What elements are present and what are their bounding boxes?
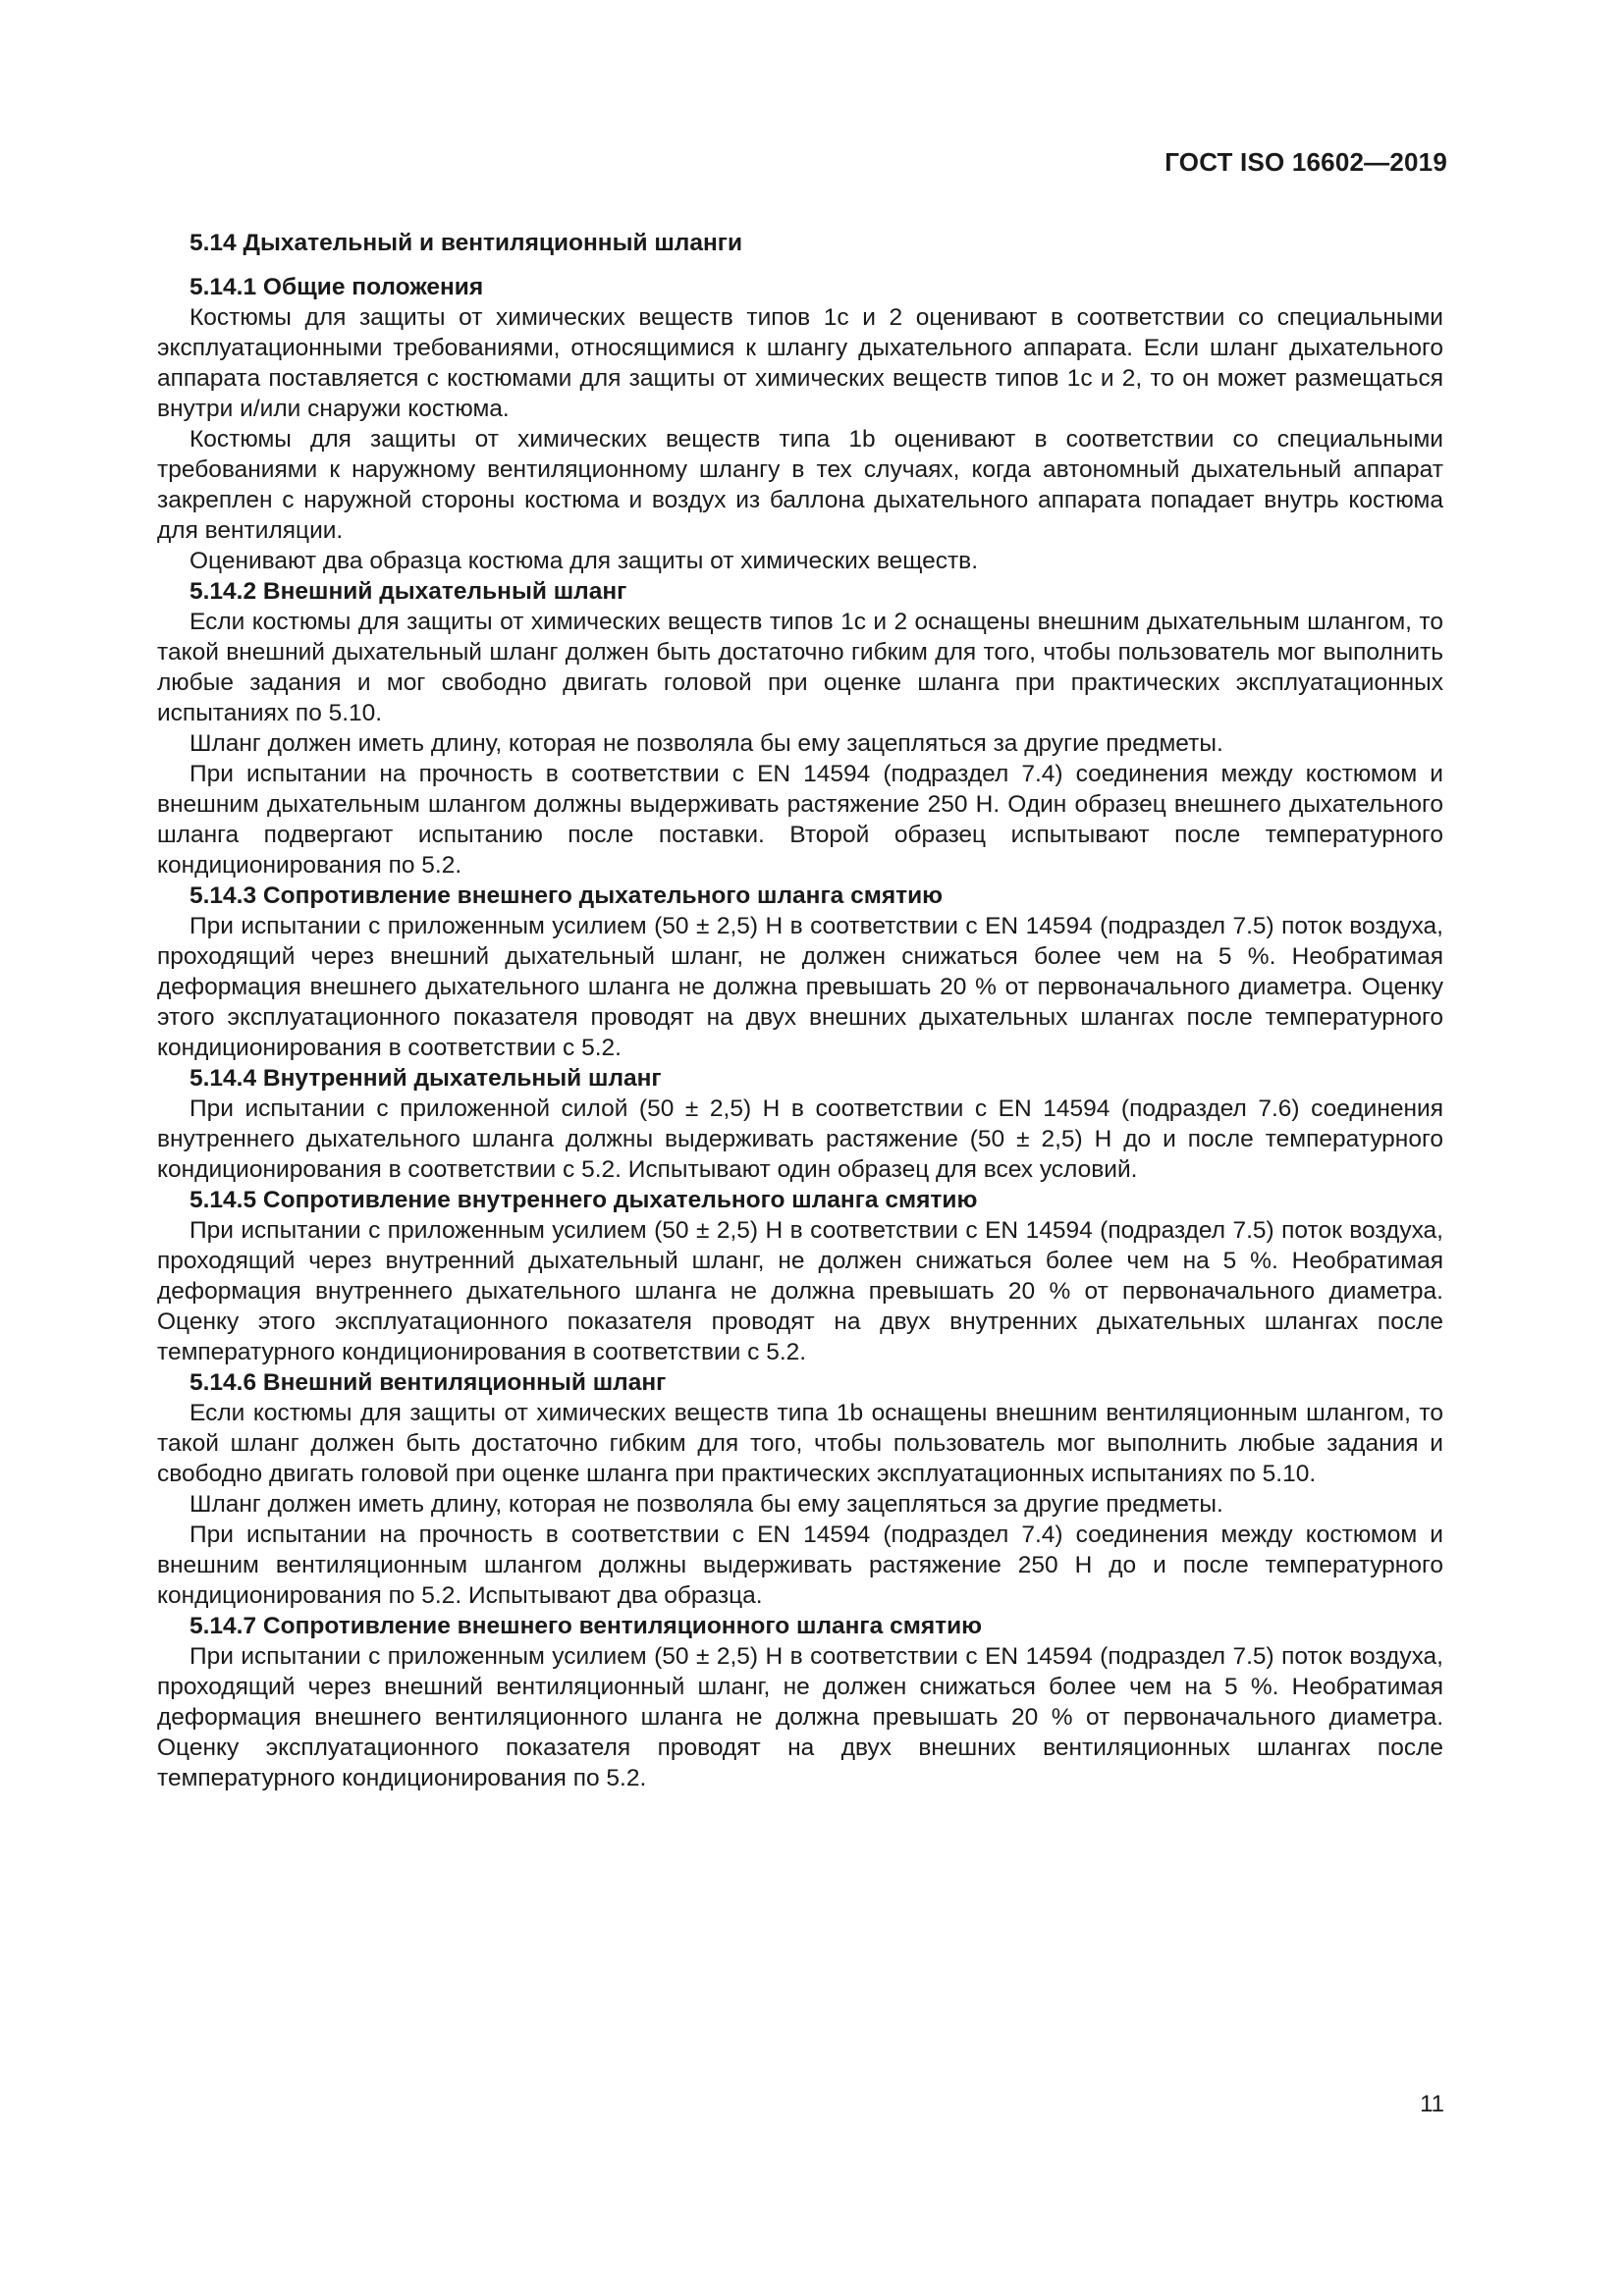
paragraph: При испытании с приложенным усилием (50 ± 2,5) Н в соответствии с EN 14594 (подраздел 7.5) поток воздуха, проходящий через внешний дыхательный шланг, не должен снижаться более чем на 5 %. Необратимая деформация внешнего дыхательного шланга не должна превышать 20 % от первоначального диаметра. Оценку этого эксплуатационного показателя проводят на двух внешних дыхательных шлангах после температурного кондиционирования в соответствии с 5.2. — [157, 913, 1443, 1061]
paragraph: При испытании на прочность в соответствии с EN 14594 (подраздел 7.4) соединения между костюмом и внешним дыхательным шлангом должны выдерживать растяжение 250 Н. Один образец внешнего дыхательного шланга подвергают испытанию после поставки. Второй образец испытывают после температурного кондиционирования по 5.2. — [157, 761, 1443, 879]
paragraph: Оценивают два образца костюма для защиты от химических веществ. — [189, 548, 979, 574]
paragraph: При испытании на прочность в соответствии с EN 14594 (подраздел 7.4) соединения между костюмом и внешним вентиляционным шлангом должны выдерживать растяжение 250 Н до и после температурного кондиционирования по 5.2. Испытывают два образца. — [157, 1522, 1443, 1609]
subsection-5-14-5 — [157, 1185, 1443, 1367]
subsection-heading: 5.14.5 Сопротивление внутреннего дыхательного шланга смятию — [189, 1187, 978, 1213]
subsection-heading: 5.14.6 Внешний вентиляционный шланг — [189, 1369, 667, 1396]
paragraph: Костюмы для защиты от химических веществ типов 1с и 2 оценивают в соответствии со специальными эксплуатационными требованиями, относящимися к шлангу дыхательного аппарата. Если шланг дыхательного аппарата поставляется с костюмами для защиты от химических веществ типов 1с и 2, то он может размещаться внутри и/или снаружи костюма. — [157, 304, 1443, 422]
paragraph: При испытании с приложенным усилием (50 ± 2,5) Н в соответствии с EN 14594 (подраздел 7.5) поток воздуха, проходящий через внутренний дыхательный шланг, не должен снижаться более чем на 5 %. Необратимая деформация внутреннего дыхательного шланга не должна превышать 20 % от первоначального диаметра. Оценку этого эксплуатационного показателя проводят на двух внутренних дыхательных шлангах после температурного кондиционирования в соответствии с 5.2. — [157, 1217, 1443, 1365]
paragraph: При испытании с приложенным усилием (50 ± 2,5) Н в соответствии с EN 14594 (подраздел 7.5) поток воздуха, проходящий через внешний вентиляционный шланг, не должен снижаться более чем на 5 %. Необратимая деформация внешнего вентиляционного шланга не должна превышать 20 % от первоначального диаметра. Оценку эксплуатационного показателя проводят на двух внешних вентиляционных шлангах после температурного кондиционирования по 5.2. — [157, 1643, 1443, 1791]
paragraph: Костюмы для защиты от химических веществ типа 1b оценивают в соответствии со специальными требованиями к наружному вентиляционному шлангу в тех случаях, когда автономный дыхательный аппарат закреплен с наружной стороны костюма и воздух из баллона дыхательного аппарата попадает внутрь костюма для вентиляции. — [157, 426, 1443, 544]
document-header: ГОСТ ISO 16602—2019 — [1164, 147, 1447, 177]
subsection-heading: 5.14.4 Внутренний дыхательный шланг — [189, 1065, 662, 1092]
paragraph: При испытании с приложенной силой (50 ± 2,5) Н в соответствии с EN 14594 (подраздел 7.6) соединения внутреннего дыхательного шланга должны выдерживать растяжение (50 ± 2,5) Н до и после температурного кондиционирования в соответствии с 5.2. Испытывают один образец для всех условий. — [157, 1095, 1443, 1183]
paragraph: Шланг должен иметь длину, которая не позволяла бы ему зацепляться за другие предметы. — [189, 730, 1223, 757]
subsection-5-14-4 — [157, 1063, 1443, 1185]
paragraph: Если костюмы для защиты от химических веществ типов 1с и 2 оснащены внешним дыхательным шлангом, то такой внешний дыхательный шланг должен быть достаточно гибким для того, чтобы пользователь мог выполнить любые задания и мог свободно двигать головой при оценке шланга при практических эксплуатационных испытаниях по 5.10. — [157, 609, 1443, 726]
subsection-heading: 5.14.3 Сопротивление внешнего дыхательного шланга смятию — [189, 882, 944, 909]
document-body — [157, 228, 1443, 1793]
section-heading: 5.14 Дыхательный и вентиляционный шланги — [189, 230, 743, 256]
subsection-heading: 5.14.7 Сопротивление внешнего вентиляционного шланга смятию — [189, 1613, 983, 1639]
paragraph: Если костюмы для защиты от химических веществ типа 1b оснащены внешним вентиляционным шлангом, то такой шланг должен быть достаточно гибким для того, чтобы пользователь мог выполнить любые задания и свободно двигать головой при оценке шланга при практических эксплуатационных испытаниях по 5.10. — [157, 1400, 1443, 1487]
subsection-heading: 5.14.2 Внешний дыхательный шланг — [189, 578, 627, 605]
subsection-5-14-1 — [157, 272, 1443, 576]
subsection-5-14-2 — [157, 576, 1443, 881]
page-number: 11 — [1420, 2091, 1444, 2117]
subsection-5-14-7 — [157, 1611, 1443, 1793]
subsection-5-14-3 — [157, 881, 1443, 1063]
subsection-5-14-6 — [157, 1367, 1443, 1611]
subsection-heading: 5.14.1 Общие положения — [189, 274, 484, 300]
paragraph: Шланг должен иметь длину, которая не позволяла бы ему зацепляться за другие предметы. — [189, 1491, 1223, 1518]
